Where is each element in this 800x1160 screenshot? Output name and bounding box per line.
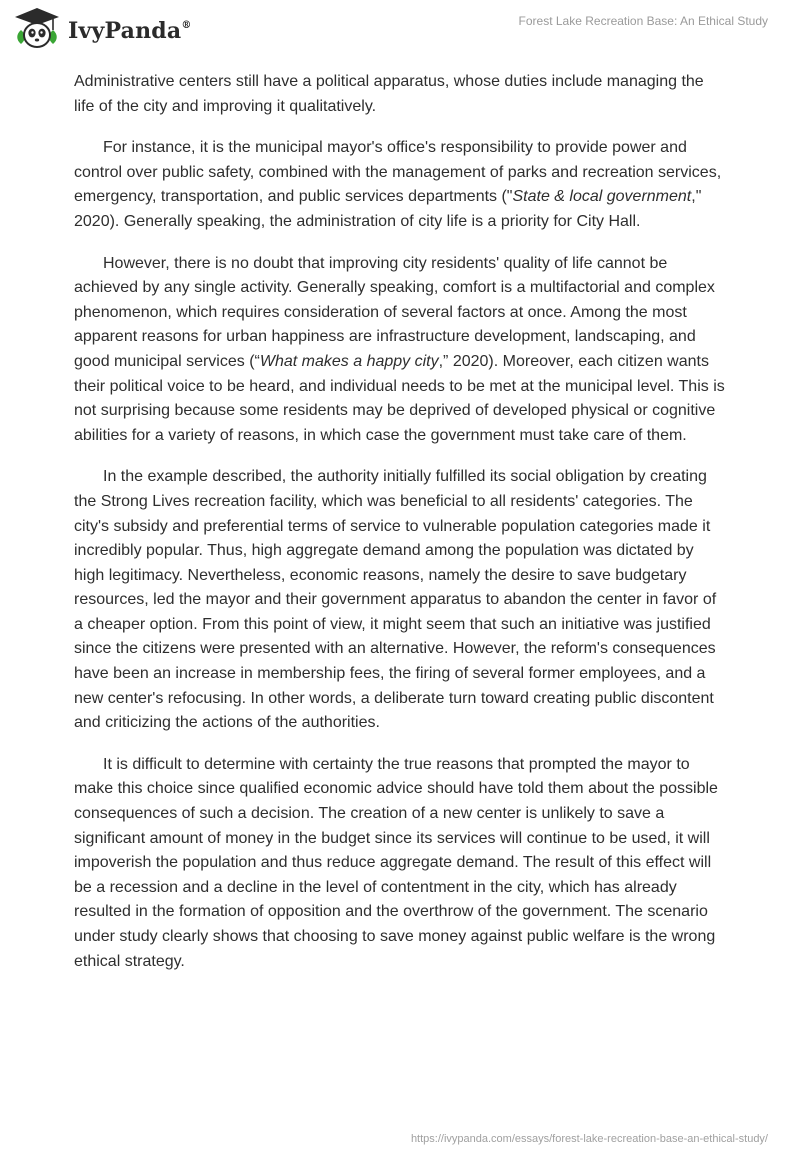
paragraph-3-text-end: ,” 2020). Moreover, each citizen wants their political voice to be heard, and individual needs to be met at the municipal level. This is not surprising because some residents may be deprived of developed physical or cognitive abilities for a variety of reasons, in which case the government must take care of them.: [74, 352, 725, 444]
registered-mark: ®: [181, 19, 192, 31]
paragraph-2: [74, 136, 728, 234]
citation-title: State & local government: [512, 188, 692, 206]
paragraph-1: Administrative centers still have a political apparatus, whose duties include managing the life of the city and improving it qualitatively.: [74, 73, 704, 115]
paragraph-3-text-start: However, there is no doubt that improving city residents' quality of life cannot be achieved by any single activity. Generally speaking, comfort is a multifactorial and complex phenomenon, which requires consideration of several factors at once. Among the most apparent reasons for urban happiness are infrastructure development, landscaping, and good municipal services (“: [74, 254, 715, 370]
paragraph-4: In the example described, the authority initially fulfilled its social obligation by creating the Strong Lives recreation facility, which was beneficial to all residents' categories. The city's subsidy and preferential terms of service to vulnerable population categories made it incredibly popular. Thus, high aggregate demand among the population was dictated by high legitimacy. Nevertheless, economic reasons, namely the desire to save budgetary resources, led the mayor and their government apparatus to abandon the center in favor of a cheaper option. From this point of view, it might seem that such an initiative was justified since the citizens were presented with an alternative. However, the reform's consequences have been an increase in membership fees, the firing of several former employees, and a new center's refocusing. In other words, a deliberate turn toward creating public discontent and criticizing the actions of the authorities.: [74, 468, 717, 732]
paragraph-2-text-end: ," 2020). Generally speaking, the administration of city life is a priority for City Hall.: [74, 188, 702, 230]
panda-graduate-icon: [12, 6, 62, 52]
essay-body: [74, 70, 728, 991]
page-header: [0, 0, 800, 70]
citation-title: What makes a happy city: [259, 352, 439, 370]
brand-logo[interactable]: [12, 6, 192, 52]
document-title: Forest Lake Recreation Base: An Ethical Study: [518, 14, 768, 28]
paragraph-2-text-start: For instance, it is the municipal mayor's office's responsibility to provide power and control over public safety, combined with the management of parks and recreation services, emergency, transportation, and public services departments (": [74, 139, 722, 206]
brand-name: [68, 18, 192, 44]
paragraph-5: It is difficult to determine with certainty the true reasons that prompted the mayor to make this choice since qualified economic advice should have told them about the possible consequences of such a decision. The creation of a new center is unlikely to save a significant amount of money in the budget since its services will continue to be used, it will impoverish the population and thus reduce aggregate demand. The result of this effect will be a recession and a decline in the level of contentment in the city, which has already resulted in the formation of opposition and the overthrow of the government. The scenario under study clearly shows that choosing to save money against public welfare is the wrong ethical strategy.: [74, 755, 718, 970]
brand-name-text: IvyPanda: [68, 18, 182, 44]
source-url[interactable]: https://ivypanda.com/essays/forest-lake-recreation-base-an-ethical-study/: [410, 1133, 768, 1145]
paragraph-3: [74, 252, 728, 449]
